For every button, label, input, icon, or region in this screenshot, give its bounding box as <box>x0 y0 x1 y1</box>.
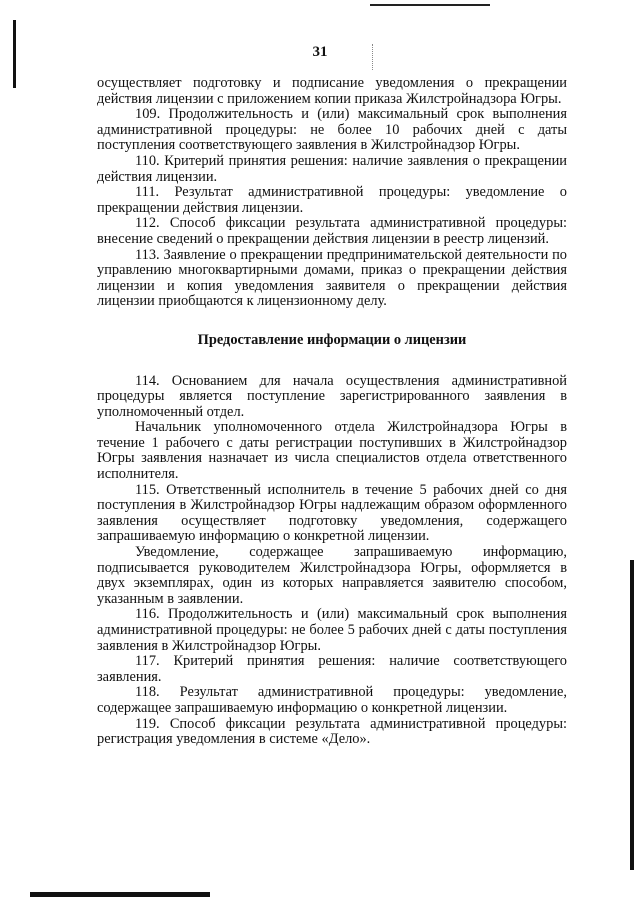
document-body <box>97 76 567 748</box>
paragraph-111: 111. Результат административной процедуры: уведомление о прекращении действия лицензии. <box>97 184 567 216</box>
section-heading: Предоставление информации о лицензии <box>197 331 467 348</box>
paragraph-109: 109. Продолжительность и (или) максимальный срок выполнения административной процедуры: не более 10 рабочих дней с даты поступления соответствующего заявления в Жилстройнадзор Югры. <box>97 106 567 154</box>
paragraph-115: 115. Ответственный исполнитель в течение 5 рабочих дней со дня поступления в Жилстройнадзор Югры надлежащим образом оформленного заявления осуществляет подготовку уведомления, содержащего запрашиваемую информацию о конкретной лицензии. <box>97 481 567 545</box>
paragraph-114: 114. Основанием для начала осуществления административной процедуры является поступление зарегистрированного заявления в уполномоченный отдел. <box>97 372 567 420</box>
paragraph-114-continued: Начальник уполномоченного отдела Жилстройнадзора Югры в течение 1 рабочего с даты регистрации поступивших в Жилстройнадзор Югры заявления назначает из числа специалистов отдела ответственного исполнителя. <box>97 419 567 483</box>
scan-artifact-top <box>370 4 490 6</box>
paragraph-116: 116. Продолжительность и (или) максимальный срок выполнения административной процедуры: не более 5 рабочих дней с даты поступления заявления в Жилстройнадзор Югры. <box>97 606 567 654</box>
paragraph-117: 117. Критерий принятия решения: наличие соответствующего заявления. <box>97 653 567 685</box>
paragraph-118: 118. Результат административной процедуры: уведомление, содержащее запрашиваемую информацию о конкретной лицензии. <box>97 684 567 716</box>
scan-artifact-right <box>630 560 634 870</box>
paragraph-115-continued: Уведомление, содержащее запрашиваемую информацию, подписывается руководителем Жилстройнадзора Югры, оформляется в двух экземплярах, один из которых направляется заявителю способом, указанным в заявлении. <box>97 544 567 607</box>
paragraph-112: 112. Способ фиксации результата административной процедуры: внесение сведений о прекращении действия лицензии в реестр лицензий. <box>97 215 567 247</box>
scan-artifact-bottom <box>30 892 210 897</box>
paragraph-continuation: осуществляет подготовку и подписание уведомления о прекращении действия лицензии с приложением копии приказа Жилстройнадзора Югры. <box>97 75 567 107</box>
page-number: 31 <box>312 44 328 60</box>
paragraph-110: 110. Критерий принятия решения: наличие заявления о прекращении действия лицензии. <box>97 152 567 185</box>
paragraph-119: 119. Способ фиксации результата административной процедуры: регистрация уведомления в системе «Дело». <box>97 715 567 748</box>
paragraph-113: 113. Заявление о прекращении предпринимательской деятельности по управлению многоквартирными домами, приказ о прекращении действия лицензии и копия уведомления заявителя о прекращении действия лицензии приобщаются к лицензионному делу. <box>97 246 567 310</box>
